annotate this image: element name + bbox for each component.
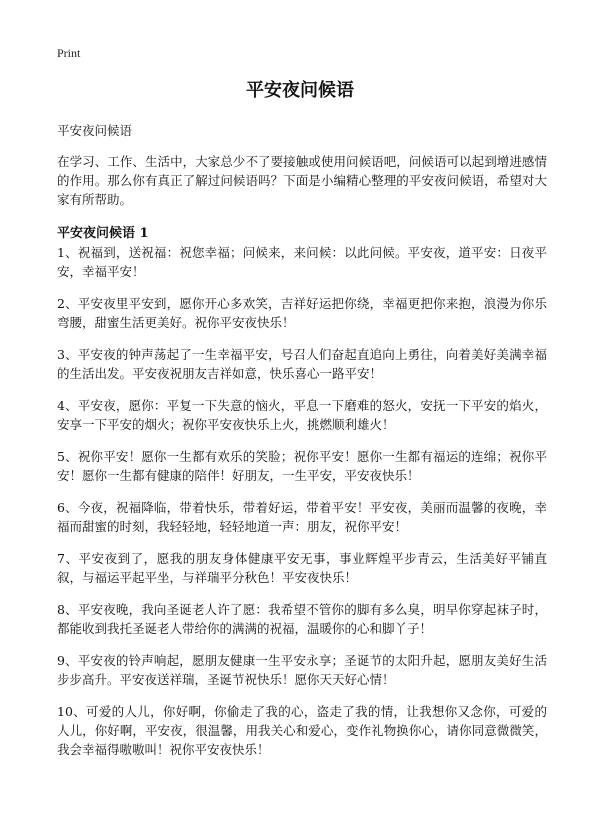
wish-paragraph-5: 5、祝你平安！愿你一生都有欢乐的笑脸；祝你平安！愿你一生都有福运的连绵；祝你平安！愿你一生都有健康的陪伴！好朋友，一生平安，平安夜快乐！: [57, 449, 547, 483]
wish-paragraph-9: 9、平安夜的铃声响起，愿朋友健康一生平安永享；圣诞节的太阳升起，愿朋友美好生活步步高升。平安夜送祥瑞，圣诞节祝快乐！愿你天天好心情！: [57, 653, 547, 687]
wish-paragraph-1: 1、祝福到，送祝福：祝您幸福；问候来，来问候：以此问候。平安夜，道平安：日夜平安，幸福平安！: [57, 245, 547, 279]
section-heading: 平安夜问候语 1: [57, 226, 149, 241]
intro-paragraph: 在学习、工作、生活中，大家总少不了要接触或使用问候语吧，问候语可以起到增进感情的作用。那么你有真正了解过问候语吗？下面是小编精心整理的平安夜问候语，希望对大家有所帮助。: [57, 154, 547, 207]
wish-paragraph-7: 7、平安夜到了，愿我的朋友身体健康平安无事，事业辉煌平步青云，生活美好平铺直叙，与福运平起平坐，与祥瑞平分秋色！平安夜快乐！: [57, 551, 547, 585]
wish-paragraph-2: 2、平安夜里平安到，愿你开心多欢笑，吉祥好运把你绕，幸福更把你来抱，浪漫为你乐弯腰，甜蜜生活更美好。祝你平安夜快乐！: [57, 296, 547, 330]
page-title: 平安夜问候语: [246, 80, 354, 101]
print-link[interactable]: Print: [57, 46, 81, 60]
document-content: [57, 121, 547, 772]
wish-paragraph-3: 3、平安夜的钟声荡起了一生幸福平安，号召人们奋起直追向上勇往，向着美好美满幸福的生活出发。平安夜祝朋友吉祥如意，快乐喜心一路平安！: [57, 347, 547, 381]
wish-paragraph-4: 4、平安夜，愿你：平复一下失意的恼火，平息一下磨难的怒火，安抚一下平安的焰火，安享一下平安的烟火；祝你平安夜快乐上火，挑燃顺利雄火！: [57, 398, 547, 432]
wish-paragraph-8: 8、平安夜晚，我向圣诞老人许了愿：我希望不管你的脚有多么臭，明早你穿起袜子时，都能收到我托圣诞老人带给你的满满的祝福，温暖你的心和脚丫子！: [57, 602, 547, 636]
document-subtitle: 平安夜问候语: [57, 123, 133, 138]
wish-paragraph-6: 6、今夜，祝福降临，带着快乐，带着好运，带着平安！平安夜，美丽而温馨的夜晚，幸福而甜蜜的时刻，我轻轻地，轻轻地道一声：朋友，祝你平安！: [57, 500, 547, 534]
wish-paragraph-10: 10、可爱的人儿，你好啊，你偷走了我的心，盗走了我的情，让我想你又念你，可爱的人儿，你好啊，平安夜，很温馨，用我关心和爱心，变作礼物换你心，请你同意微微笑，我会幸福得嗷嗷叫！祝你平安夜快乐！: [57, 704, 547, 757]
